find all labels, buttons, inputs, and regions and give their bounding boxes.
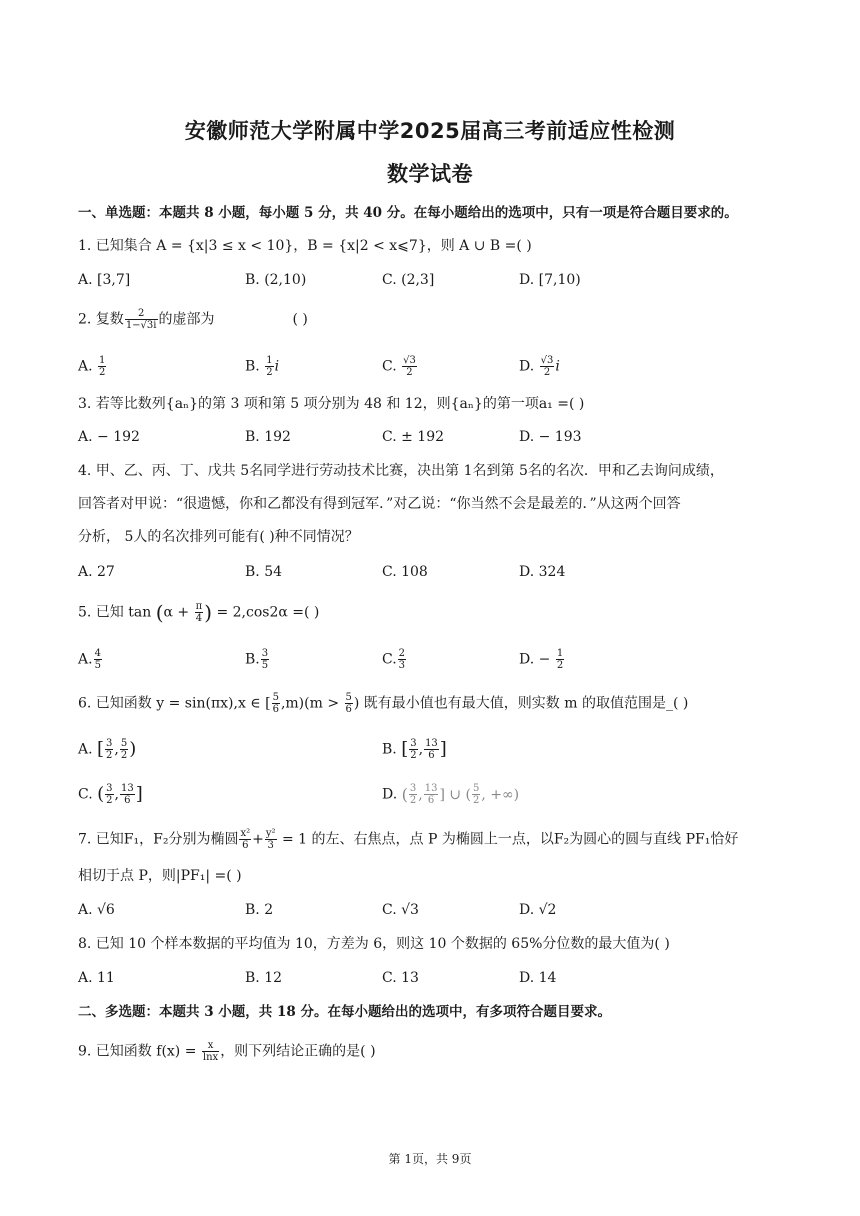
interval-open: [ [401, 738, 409, 760]
fraction-denominator: 2 [99, 367, 106, 378]
fraction-denominator: 2 [556, 660, 564, 671]
fraction [472, 783, 480, 806]
option-c: C. ( $\frac{3}{2}$ , $\frac{13}{6}$ ] [78, 783, 143, 806]
expression: α + [163, 604, 190, 621]
question-2-prefix: 2. 复数 [78, 311, 124, 328]
section-heading-single-choice: 一、单选题：本题共 8 小题，每小题 5 分，共 40 分。在每小题给出的选项中，只有一项是符合题目要求的。 [78, 205, 738, 221]
option-label: D. [519, 651, 535, 668]
fraction-denominator: 2 [106, 750, 113, 761]
fraction-denominator: 3 [398, 660, 406, 671]
question-7-options [78, 900, 798, 920]
fraction-denominator: 2 [106, 795, 113, 806]
fraction [120, 783, 135, 806]
option-label: C. [78, 786, 93, 803]
fraction [424, 783, 439, 806]
interval-close: ] [135, 783, 143, 805]
question-6-options-row-1 [78, 738, 798, 761]
fraction [105, 738, 113, 761]
option-b: B. 54 [245, 564, 283, 580]
question-8-stem: 8. 已知 10 个样本数据的平均值为 10，方差为 6，则这 10 个数据的 65%分位数的最大值为( ) [78, 936, 670, 952]
fraction [402, 355, 417, 378]
option-a [78, 648, 103, 671]
option-b: B. 12 [245, 970, 283, 986]
fraction-denominator: 2 [410, 750, 417, 761]
fraction-numerator: √3 [403, 355, 416, 366]
question-5-prefix: 5. 已知 tan [78, 604, 152, 621]
question-5-stem: 5. 已知 tan (α + $\frac{\pi}{4}$ ) = 2,cos2α =( ) [78, 600, 320, 625]
fraction [424, 738, 439, 761]
fraction [202, 1040, 219, 1063]
option-label: C. [382, 358, 397, 375]
interval-open: [ [97, 738, 105, 760]
option-d [519, 648, 565, 671]
fraction-denominator: 2 [120, 750, 128, 761]
option-d: D. √2 [519, 902, 557, 918]
fraction-numerator: 3 [410, 738, 417, 749]
question-7-prefix: 7. 已知F₁，F₂分别为椭圆 [78, 831, 239, 848]
option-label: C. [382, 651, 397, 668]
fraction-denominator: 5 [261, 660, 269, 671]
question-5-options [78, 648, 798, 671]
interval-union: ] ∪ ( [439, 786, 472, 803]
fraction-denominator: 6 [272, 704, 279, 715]
option-label: D. [382, 786, 398, 803]
option-c: C. 13 [382, 970, 419, 986]
fraction-numerator: 1 [556, 648, 564, 659]
fraction-numerator: 13 [120, 783, 134, 794]
fraction [265, 355, 273, 378]
option-b: B. 192 [245, 429, 291, 445]
question-6-suffix: ) 既有最小值也有最大值，则实数 m 的取值范围是_( ) [353, 695, 689, 712]
fraction-numerator: 2 [125, 308, 158, 320]
fraction-numerator: 3 [409, 783, 417, 794]
option-b: B. (2,10) [245, 272, 307, 288]
fraction [195, 601, 204, 624]
fraction-numerator: 3 [106, 738, 113, 749]
question-5-suffix: = 2,cos2α =( ) [216, 604, 320, 621]
question-6-mid: ,m)(m > [280, 695, 340, 712]
option-b: B. [ $\frac{3}{2}$ , $\frac{13}{6}$ ] [382, 738, 447, 761]
fraction-denominator: lnx [202, 1052, 219, 1063]
option-a: A. − 192 [78, 429, 140, 445]
question-3-options [78, 427, 798, 447]
interval-open: ( [97, 783, 105, 805]
question-1-stem: 1. 已知集合 A = {x|3 ≤ x < 10}，B = {x|2 < x⩽7}，则 A ∪ B =( ) [78, 238, 532, 254]
interval-close: ) [129, 738, 137, 760]
option-d [519, 355, 560, 378]
fraction [409, 738, 417, 761]
option-label: A. [78, 651, 93, 668]
fraction-numerator: 5 [345, 692, 352, 703]
fraction-numerator: π [195, 601, 203, 612]
fraction-denominator: 2 [266, 367, 273, 378]
fraction-numerator: 1 [99, 355, 106, 366]
question-9-prefix: 9. 已知函数 f(x) = [78, 1043, 197, 1060]
option-label: A. [78, 358, 93, 375]
fraction-denominator: 4 [195, 613, 203, 624]
fraction-denominator: 2 [406, 367, 413, 378]
fraction-numerator: 2 [398, 648, 406, 659]
option-d: D. 324 [519, 564, 566, 580]
fraction-denominator: 6 [345, 704, 352, 715]
question-9-stem [78, 1040, 376, 1063]
fraction-denominator: 2 [543, 367, 551, 378]
fraction [409, 783, 417, 806]
option-a: A. [3,7] [78, 272, 131, 288]
fraction-numerator: √3 [540, 355, 554, 366]
option-c [382, 648, 407, 671]
option-d: D. 14 [519, 970, 557, 986]
question-2-suffix: 的虚部为 [158, 311, 215, 328]
option-c: C. 108 [382, 564, 428, 580]
exam-title: 安徽师范大学附属中学2025届高三考前适应性检测 [184, 119, 676, 143]
fraction [261, 648, 269, 671]
option-a: A. [ $\frac{3}{2}$ , $\frac{5}{2}$ ) [78, 738, 137, 761]
fraction-denominator: 2 [409, 795, 417, 806]
option-c [382, 355, 418, 378]
fraction [98, 355, 106, 378]
question-1-options [78, 270, 798, 290]
option-a [78, 355, 107, 378]
fraction-denominator: 6 [124, 795, 131, 806]
interval-open: ( [401, 784, 408, 804]
fraction-numerator: 5 [120, 738, 128, 749]
question-4-options [78, 562, 798, 582]
fraction-denominator: 1−√3i [125, 320, 157, 331]
option-c: C. (2,3] [382, 272, 435, 288]
fraction [125, 308, 158, 331]
question-7-line-1: 7. 已知F₁，F₂分别为椭圆 $\frac{\text{x²}}{6}$ + $\frac{\text{y²}}{3}$ = 1 的左、右焦点，点 P 为椭圆上一点，以F₂为圆心的圆与直线 PF₁恰好 [78, 828, 739, 851]
option-b [245, 648, 270, 671]
fraction-numerator: 4 [94, 648, 101, 659]
exam-subtitle: 数学试卷 [387, 162, 473, 186]
interval-tail: , +∞) [481, 786, 520, 803]
option-d: D. − 193 [519, 429, 582, 445]
fraction-numerator: 5 [473, 783, 480, 794]
question-4-line-1: 4. 甲、乙、丙、丁、戊共 5名同学进行劳动技术比赛，决出第 1名到第 5名的名次．甲和乙去询问成绩， [78, 463, 724, 479]
fraction [105, 783, 113, 806]
fraction [239, 828, 251, 851]
option-label: B. [245, 651, 260, 668]
section-heading-multiple-choice: 二、多选题：本题共 3 小题，共 18 分。在每小题给出的选项中，有多项符合题目要求。 [78, 1004, 611, 1020]
minus-sign: − [538, 651, 551, 668]
question-6-prefix: 6. 已知函数 y = sin(πx),x ∈ [ [78, 695, 271, 712]
question-7-line-2: 相切于点 P，则|PF₁| =( ) [78, 868, 242, 884]
option-b [245, 355, 279, 378]
fraction-denominator: 5 [94, 660, 101, 671]
question-8-options [78, 968, 798, 988]
answer-paren: ( ) [292, 311, 308, 328]
fraction-numerator: 3 [261, 648, 269, 659]
question-9-suffix: ，则下列结论正确的是( ) [220, 1043, 376, 1060]
fraction-numerator: 5 [272, 692, 279, 703]
fraction-denominator: 2 [473, 795, 480, 806]
question-6-options-row-2 [78, 783, 798, 806]
option-d-expression: ( $\frac{3}{2}$ , $\frac{13}{6}$ ] ∪ ( $\frac{5}{2}$ , +∞) [401, 783, 520, 806]
question-7-suffix: = 1 的左、右焦点，点 P 为椭圆上一点，以F₂为圆心的圆与直线 PF₁恰好 [281, 831, 739, 848]
fraction-numerator: x² [240, 828, 251, 839]
option-d: D. [7,10) [519, 272, 581, 288]
question-6-stem [78, 692, 688, 715]
fraction-denominator: 6 [242, 840, 249, 851]
option-b: B. 2 [245, 902, 274, 918]
fraction-numerator: 13 [425, 738, 438, 749]
interval-close: ] [439, 738, 447, 760]
question-2-options [78, 355, 798, 378]
fraction [272, 692, 280, 715]
page-footer: 第 1页，共 9页 [388, 1152, 472, 1166]
fraction-numerator: 3 [106, 783, 113, 794]
question-2-stem [78, 308, 308, 331]
option-c: C. √3 [382, 902, 419, 918]
fraction [556, 648, 564, 671]
option-label: B. [245, 358, 260, 375]
option-a: A. √6 [78, 902, 115, 918]
option-label: A. [78, 741, 93, 758]
imaginary-unit: i [274, 358, 280, 375]
fraction-numerator: x [202, 1040, 219, 1052]
fraction [265, 828, 277, 851]
fraction [398, 648, 406, 671]
option-label: D. [519, 358, 535, 375]
fraction-numerator: y² [265, 828, 276, 839]
fraction [94, 648, 102, 671]
fraction-denominator: 6 [428, 750, 435, 761]
option-d [382, 783, 519, 806]
option-c: C. ± 192 [382, 429, 445, 445]
fraction-numerator: 13 [424, 783, 438, 794]
option-a: A. 11 [78, 970, 115, 986]
fraction [540, 355, 555, 378]
question-3-stem: 3. 若等比数列{aₙ}的第 3 项和第 5 项分别为 48 和 12，则{aₙ}的第一项a₁ =( ) [78, 396, 585, 412]
option-a: A. 27 [78, 564, 115, 580]
question-4-line-3: 分析， 5人的名次排列可能有( )种不同情况？ [78, 529, 359, 545]
option-label: B. [382, 741, 397, 758]
fraction-denominator: 3 [267, 840, 274, 851]
fraction [120, 738, 128, 761]
imaginary-unit: i [555, 358, 560, 375]
fraction [345, 692, 353, 715]
fraction-denominator: 6 [427, 795, 435, 806]
question-4-line-2: 回答者对甲说：“很遗憾，你和乙都没有得到冠军．”对乙说：“你当然不会是最差的．”从这两个回答 [78, 496, 681, 512]
fraction-numerator: 1 [266, 355, 273, 366]
